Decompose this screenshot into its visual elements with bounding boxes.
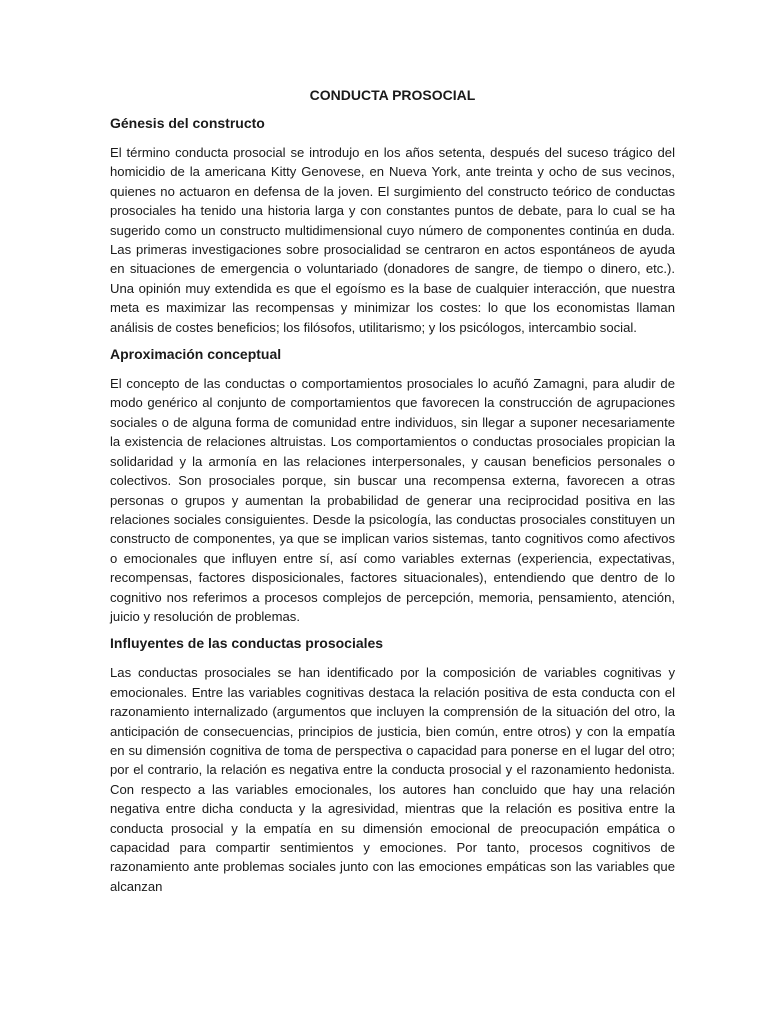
section-heading-aproximacion: Aproximación conceptual — [110, 346, 282, 363]
section-body-genesis: El término conducta prosocial se introdujo en los años setenta, después del suceso trágico del homicidio de la americana Kitty Genovese, en Nueva York, ante treinta y ocho de sus vecinos, quienes no actuaron en defensa de la joven. El surgimiento del constructo teórico de conductas prosociales ha tenido una historia larga y con constantes puntos de debate, para lo cual se ha sugerido como un constructo multidimensional cuyo número de componentes continúa en duda. Las primeras investigaciones sobre prosocialidad se centraron en actos espontáneos de ayuda en situaciones de emergencia o voluntariado (donadores de sangre, de tiempo o dinero, etc.). Una opinión muy extendida es que el egoísmo es la base de cualquier interacción, que nuestra meta es maximizar las recompensas y minimizar los costes: lo que los economistas llaman análisis de costes beneficios; los filósofos, utilitarismo; y los psicólogos, intercambio social. — [110, 145, 675, 335]
document-content — [110, 86, 675, 904]
section-body-influyentes: Las conductas prosociales se han identificado por la composición de variables cognitivas y emocionales. Entre las variables cognitivas destaca la relación positiva de esta conducta con el razonamiento internalizado (argumentos que incluyen la comprensión de la situación del otro, la anticipación de consecuencias, principios de justicia, bien común, entre otros) y con la empatía en su dimensión cognitiva de toma de perspectiva o capacidad para ponerse en el lugar del otro; por el contrario, la relación es negativa entre la conducta prosocial y el razonamiento hedonista. Con respecto a las variables emocionales, los autores han concluido que hay una relación negativa entre dicha conducta y la agresividad, mientras que la relación es positiva entre la conducta prosocial y la empatía en su dimensión emocional de preocupación empática o capacidad para compartir sentimientos y emociones. Por tanto, procesos cognitivos de razonamiento ante problemas sociales junto con las emociones empáticas son las variables que alcanzan — [110, 665, 675, 894]
document-title: CONDUCTA PROSOCIAL — [309, 87, 476, 103]
section-heading-influyentes: Influyentes de las conductas prosociales — [110, 635, 384, 652]
section-body-aproximacion: El concepto de las conductas o comportamientos prosociales lo acuñó Zamagni, para aludir de modo genérico al conjunto de comportamientos que favorecen la construcción de agrupaciones sociales o de alguna forma de comunidad entre individuos, sin llegar a suponer necesariamente la existencia de relaciones altruistas. Los comportamientos o conductas prosociales propician la solidaridad y la armonía en las relaciones interpersonales, y causan beneficios personales o colectivos. Son prosociales porque, sin buscar una recompensa externa, favorecen a otras personas o grupos y aumentan la probabilidad de generar una reciprocidad positiva en las relaciones sociales consiguientes. Desde la psicología, las conductas prosociales constituyen un constructo de componentes, ya que se implican varios sistemas, tanto cognitivos como afectivos o emocionales que influyen entre sí, así como variables externas (experiencia, expectativas, recompensas, factores disposicionales, factores situacionales), entendiendo que dentro de lo cognitivo nos referimos a procesos complejos de percepción, memoria, pensamiento, atención, juicio y resolución de problemas. — [110, 376, 675, 624]
section-heading-genesis: Génesis del constructo — [110, 115, 265, 131]
